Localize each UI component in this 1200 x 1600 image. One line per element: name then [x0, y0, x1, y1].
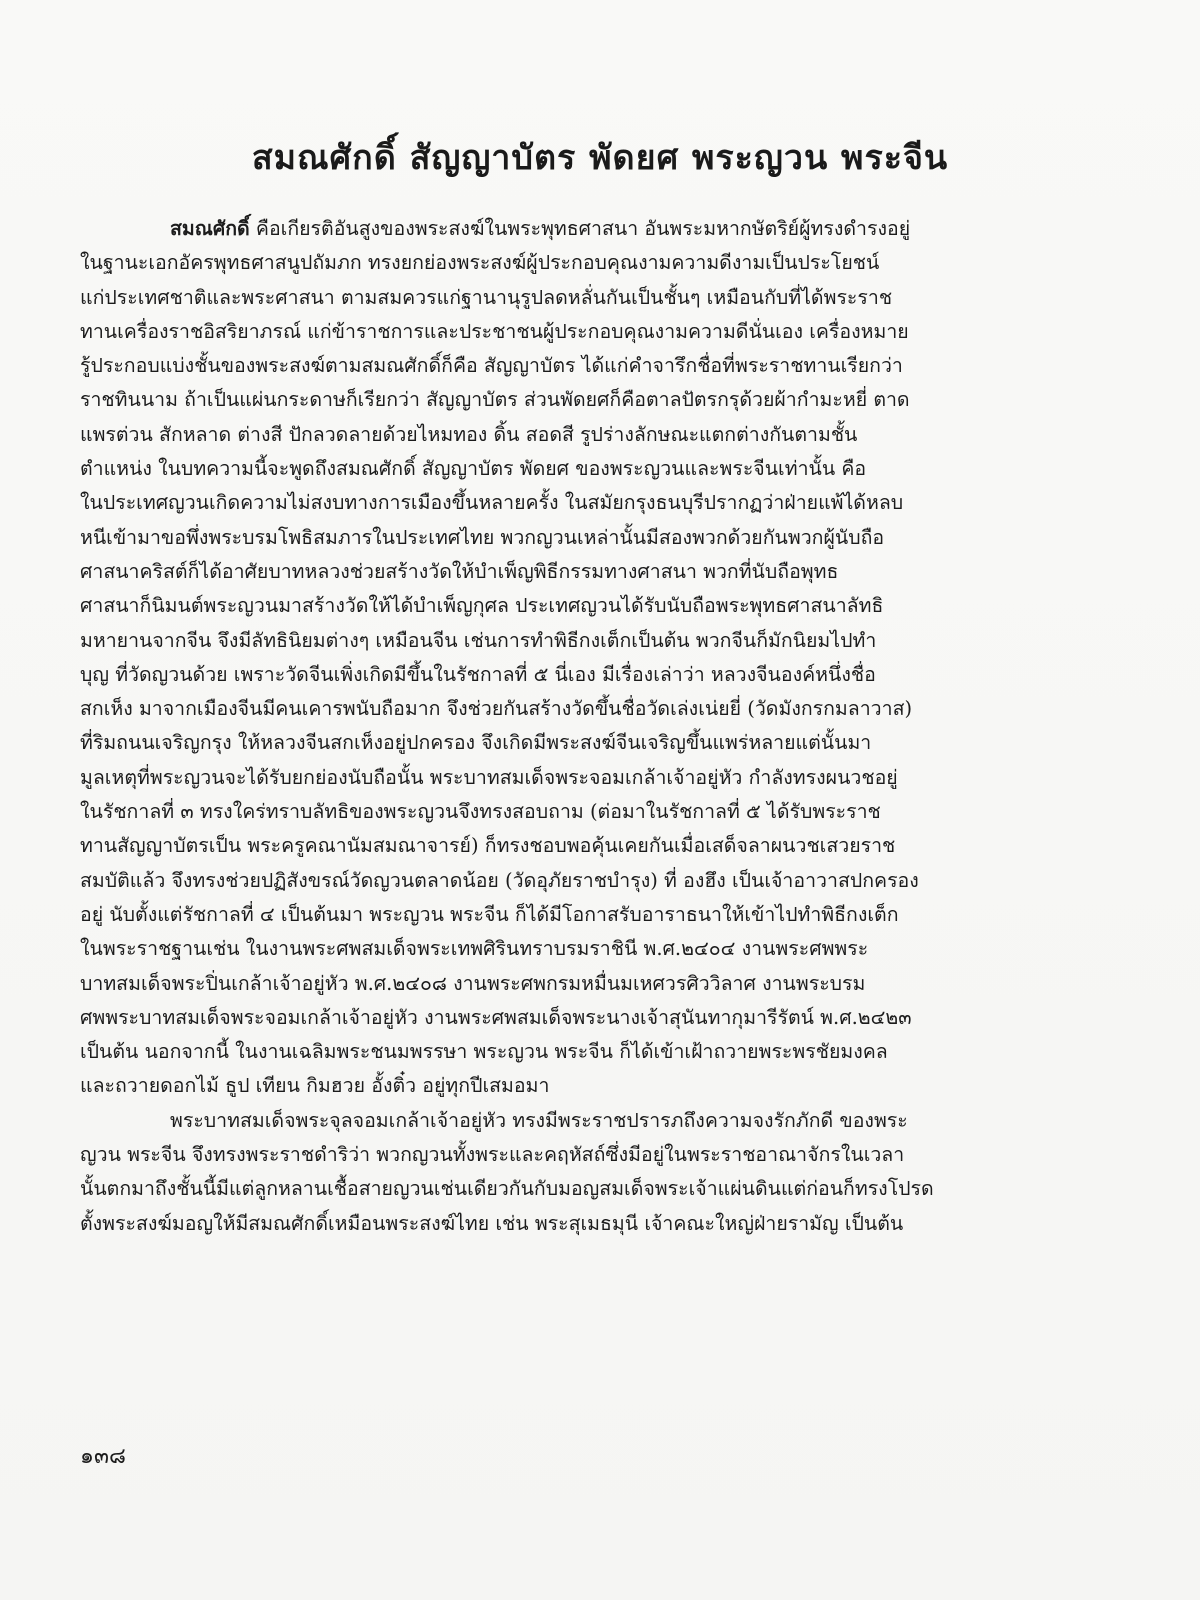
text-line: บาทสมเด็จพระปิ่นเกล้าเจ้าอยู่หัว พ.ศ.๒๔๐๘ งานพระศพกรมหมื่นมเหศวรศิววิลาศ งานพระบรม	[80, 971, 866, 995]
text-line: บุญ ที่วัดญวนด้วย เพราะวัดจีนเพิ่งเกิดมีขึ้นในรัชกาลที่ ๕ นี่เอง มีเรื่องเล่าว่า หลวงจีนองค์หนึ่งชื่อ	[80, 662, 876, 686]
text-line: รู้ประกอบแบ่งชั้นของพระสงฆ์ตามสมณศักดิ์ก็คือ สัญญาบัตร ได้แก่คำจารึกชื่อที่พระราชทานเรียกว่า	[80, 354, 903, 378]
text-line: อยู่ นับตั้งแต่รัชกาลที่ ๔ เป็นต้นมา พระญวน พระจีน ก็ได้มีโอกาสรับอาราธนาให้เข้าไปทำพิธีกงเต็ก	[80, 902, 899, 926]
text-line: ทานสัญญาบัตรเป็น พระครูคณานัมสมณาจารย์) ก็ทรงชอบพอคุ้นเคยกันเมื่อเสด็จลาผนวชเสวยราช	[80, 834, 896, 858]
text-line: ญวน พระจีน จึงทรงพระราชดำริว่า พวกญวนทั้งพระและคฤหัสถ์ซึ่งมีอยู่ในพระราชอาณาจักรในเวลา	[80, 1143, 905, 1167]
text-line: เป็นต้น นอกจากนี้ ในงานเฉลิมพระชนมพรรษา พระญวน พระจีน ก็ได้เข้าเฝ้าถวายพระพรชัยมงคล	[80, 1040, 888, 1064]
text-line: ศาสนาก็นิมนต์พระญวนมาสร้างวัดให้ได้บำเพ็ญกุศล ประเทศญวนได้รับนับถือพระพุทธศาสนาลัทธิ	[80, 594, 884, 618]
body-text	[80, 212, 1110, 1241]
text-line: มูลเหตุที่พระญวนจะได้รับยกย่องนับถือนั้น พระบาทสมเด็จพระจอมเกล้าเจ้าอยู่หัว กำลังทรงผนวชอยู่	[80, 765, 898, 789]
text-line: ในพระราชฐานเช่น ในงานพระศพสมเด็จพระเทพศิรินทราบรมราชินี พ.ศ.๒๔๐๔ งานพระศพพระ	[80, 937, 869, 961]
text-line: คือเกียรติอันสูงของพระสงฆ์ในพระพุทธศาสนา อันพระมหากษัตริย์ผู้ทรงดำรงอยู่	[249, 217, 911, 240]
text-line: ทานเครื่องราชอิสริยาภรณ์ แก่ข้าราชการและประชาชนผู้ประกอบคุณงามความดีนั่นเอง เครื่องหมาย	[80, 319, 909, 343]
text-line: ในประเทศญวนเกิดความไม่สงบทางการเมืองขึ้นหลายครั้ง ในสมัยกรุงธนบุรีปรากฏว่าฝ่ายแพ้ได้หลบ	[80, 491, 904, 515]
text-line: หนีเข้ามาขอพึ่งพระบรมโพธิสมภารในประเทศไทย พวกญวนเหล่านั้นมีสองพวกด้วยกันพวกผู้นับถือ	[80, 525, 885, 549]
text-line: ศาสนาคริสต์ก็ได้อาศัยบาทหลวงช่วยสร้างวัดให้บำเพ็ญพิธีกรรมทางศาสนา พวกที่นับถือพุทธ	[80, 559, 839, 583]
page-number: ๑๓๘	[80, 1444, 126, 1469]
paragraph-2-line-1: พระบาทสมเด็จพระจุลจอมเกล้าเจ้าอยู่หัว ทรงมีพระราชปรารภถึงความจงรักภักดี ของพระ	[170, 1108, 908, 1132]
text-line: ในฐานะเอกอัครพุทธศาสนูปถัมภก ทรงยกย่องพระสงฆ์ผู้ประกอบคุณงามความดีงามเป็นประโยชน์	[80, 251, 880, 275]
lead-term: สมณศักดิ์	[170, 217, 250, 240]
text-line: แก่ประเทศชาติและพระศาสนา ตามสมควรแก่ฐานานุรูปลดหลั่นกันเป็นชั้นๆ เหมือนกับที่ได้พระราช	[80, 285, 893, 309]
text-line: ตั้งพระสงฆ์มอญให้มีสมณศักดิ์เหมือนพระสงฆ์ไทย เช่น พระสุเมธมุนี เจ้าคณะใหญ่ฝ่ายรามัญ เป็นต้น	[80, 1211, 904, 1235]
text-line: และถวายดอกไม้ ธูป เทียน กิมฮวย อั้งติ๋ว อยู่ทุกปีเสมอมา	[80, 1074, 550, 1098]
text-line: นั้นตกมาถึงชั้นนี้มีแต่ลูกหลานเชื้อสายญวนเช่นเดียวกันกับมอญสมเด็จพระเจ้าแผ่นดินแต่ก่อนก็ทรงโปรด	[80, 1177, 934, 1201]
text-line: ในรัชกาลที่ ๓ ทรงใคร่ทราบลัทธิของพระญวนจึงทรงสอบถาม (ต่อมาในรัชกาลที่ ๕ ได้รับพระราช	[80, 800, 881, 824]
text-line: ศพพระบาทสมเด็จพระจอมเกล้าเจ้าอยู่หัว งานพระศพสมเด็จพระนางเจ้าสุนันทากุมารีรัตน์ พ.ศ.๒๔๒๓	[80, 1005, 912, 1029]
paragraph-1-line-1	[80, 212, 1110, 246]
text-line: มหายานจากจีน จึงมีลัทธินิยมต่างๆ เหมือนจีน เช่นการทำพิธีกงเต็กเป็นต้น พวกจีนก็มักนิยมไปทำ	[80, 628, 877, 652]
text-line: ราชทินนาม ถ้าเป็นแผ่นกระดาษก็เรียกว่า สัญญาบัตร ส่วนพัดยศก็คือตาลปัตรกรุด้วยผ้ากำมะหยี่ ตาด	[80, 388, 910, 412]
text-line: ตำแหน่ง ในบทความนี้จะพูดถึงสมณศักดิ์ สัญญาบัตร พัดยศ ของพระญวนและพระจีนเท่านั้น คือ	[80, 457, 867, 481]
text-line: สมบัติแล้ว จึงทรงช่วยปฏิสังขรณ์วัดญวนตลาดน้อย (วัดอุภัยราชบำรุง) ที่ องฮึง เป็นเจ้าอาวาสปกครอง	[80, 868, 919, 892]
text-line: ที่ริมถนนเจริญกรุง ให้หลวงจีนสกเห็งอยู่ปกครอง จึงเกิดมีพระสงฆ์จีนเจริญขึ้นแพร่หลายแต่นั้นมา	[80, 731, 872, 755]
text-line: แพรต่วน สักหลาด ต่างสี ปักลวดลายด้วยไหมทอง ดิ้น สอดสี รูปร่างลักษณะแตกต่างกันตามชั้น	[80, 422, 858, 446]
page-title: สมณศักดิ์ สัญญาบัตร พัดยศ พระญวน พระจีน	[251, 138, 949, 178]
text-line: สกเห็ง มาจากเมืองจีนมีคนเคารพนับถือมาก จึงช่วยกันสร้างวัดขึ้นชื่อวัดเล่งเน่ยยี่ (วัดมังกรกมลาวาส)	[80, 697, 913, 721]
